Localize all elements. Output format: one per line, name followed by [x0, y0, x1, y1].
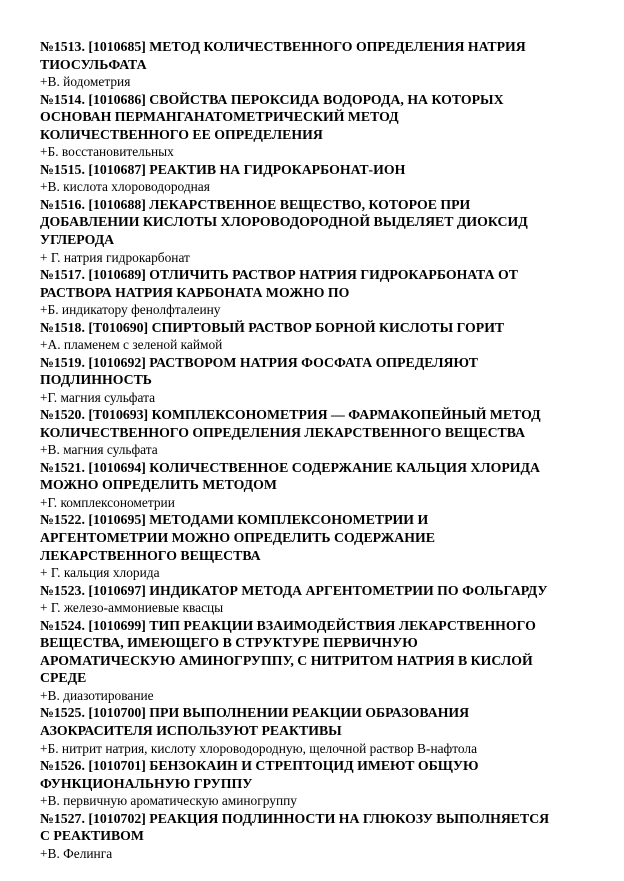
question-1517: №1517. [1010689] ОТЛИЧИТЬ РАСТВОР НАТРИЯ ГИДРОКАРБОНАТА ОТ РАСТВОРА НАТРИЯ КАРБОНАТА МОЖНО ПО [40, 266, 518, 300]
answer-1521: +Г. комплексонометрии [40, 494, 175, 510]
question-1518: №1518. [T010690] СПИРТОВЫЙ РАСТВОР БОРНОЙ КИСЛОТЫ ГОРИТ [40, 319, 505, 335]
question-1524: №1524. [1010699] ТИП РЕАКЦИИ ВЗАИМОДЕЙСТВИЯ ЛЕКАРСТВЕННОГО ВЕЩЕСТВА, ИМЕЮЩЕГО В СТРУКТУРЕ ПЕРВИЧНУЮ АРОМАТИЧЕСКУЮ АМИНОГРУППУ, С НИТРИТОМ НАТРИЯ В КИСЛОЙ СРЕДЕ [40, 617, 536, 686]
question-1513: №1513. [1010685] МЕТОД КОЛИЧЕСТВЕННОГО ОПРЕДЕЛЕНИЯ НАТРИЯ ТИОСУЛЬФАТА [40, 39, 526, 72]
question-1525: №1525. [1010700] ПРИ ВЫПОЛНЕНИИ РЕАКЦИИ ОБРАЗОВАНИЯ АЗОКРАСИТЕЛЯ ИСПОЛЬЗУЮТ РЕАКТИВЫ [40, 705, 470, 738]
answer-1526: +В. первичную ароматическую аминогруппу [40, 793, 297, 809]
answer-1514: +Б. восстановительных [40, 144, 174, 160]
question-1516: №1516. [1010688] ЛЕКАРСТВЕННОЕ ВЕЩЕСТВО, КОТОРОЕ ПРИ ДОБАВЛЕНИИ КИСЛОТЫ ХЛОРОВОДОРОДНОЙ ВЫДЕЛЯЕТ ДИОКСИД УГЛЕРОДА [40, 196, 528, 247]
question-1515: №1515. [1010687] РЕАКТИВ НА ГИДРОКАРБОНАТ-ИОН [40, 161, 406, 177]
answer-1523: + Г. железо-аммониевые квасцы [40, 600, 224, 616]
answer-1522: + Г. кальция хлорида [40, 565, 160, 581]
question-1519: №1519. [1010692] РАСТВОРОМ НАТРИЯ ФОСФАТА ОПРЕДЕЛЯЮТ ПОДЛИННОСТЬ [40, 354, 478, 388]
question-1521: №1521. [1010694] КОЛИЧЕСТВЕННОЕ СОДЕРЖАНИЕ КАЛЬЦИЯ ХЛОРИДА МОЖНО ОПРЕДЕЛИТЬ МЕТОДОМ [40, 459, 540, 493]
answer-1515: +В. кислота хлороводородная [40, 179, 210, 195]
answer-1520: +В. магния сульфата [40, 442, 158, 458]
question-1527: №1527. [1010702] РЕАКЦИЯ ПОДЛИННОСТИ НА ГЛЮКОЗУ ВЫПОЛНЯЕТСЯ С РЕАКТИВОМ [40, 810, 550, 844]
answer-1519: +Г. магния сульфата [40, 389, 156, 405]
question-1514: №1514. [1010686] СВОЙСТВА ПЕРОКСИДА ВОДОРОДА, НА КОТОРЫХ ОСНОВАН ПЕРМАНГАНАТОМЕТРИЧЕСКИЙ МЕТОД КОЛИЧЕСТВЕННОГО ЕЕ ОПРЕДЕЛЕНИЯ [40, 91, 504, 142]
answer-1527: +В. Фелинга [40, 845, 113, 861]
answer-1525: +Б. нитрит натрия, кислоту хлороводородную, щелочной раствор B-нафтола [40, 740, 478, 756]
answer-1524: +В. диазотирование [40, 687, 154, 703]
question-1526: №1526. [1010701] БЕНЗОКАИН И СТРЕПТОЦИД ИМЕЮТ ОБЩУЮ ФУНКЦИОНАЛЬНУЮ ГРУППУ [40, 757, 479, 791]
question-1522: №1522. [1010695] МЕТОДАМИ КОМПЛЕКСОНОМЕТРИИ И АРГЕНТОМЕТРИИ МОЖНО ОПРЕДЕЛИТЬ СОДЕРЖАНИЕ ЛЕКАРСТВЕННОГО ВЕЩЕСТВА [40, 512, 435, 563]
question-1523: №1523. [1010697] ИНДИКАТОР МЕТОДА АРГЕНТОМЕТРИИ ПО ФОЛЬГАРДУ [40, 582, 548, 598]
answer-1513: +В. йодометрия [40, 74, 131, 90]
answer-1517: +Б. индикатору фенолфталеину [40, 302, 221, 318]
answer-1518: +А. пламенем с зеленой каймой [40, 337, 223, 353]
answer-1516: + Г. натрия гидрокарбонат [40, 249, 190, 265]
question-1520: №1520. [T010693] КОМПЛЕКСОНОМЕТРИЯ — ФАРМАКОПЕЙНЫЙ МЕТОД КОЛИЧЕСТВЕННОГО ОПРЕДЕЛЕНИЯ ЛЕКАРСТВЕННОГО ВЕЩЕСТВА [40, 407, 541, 440]
